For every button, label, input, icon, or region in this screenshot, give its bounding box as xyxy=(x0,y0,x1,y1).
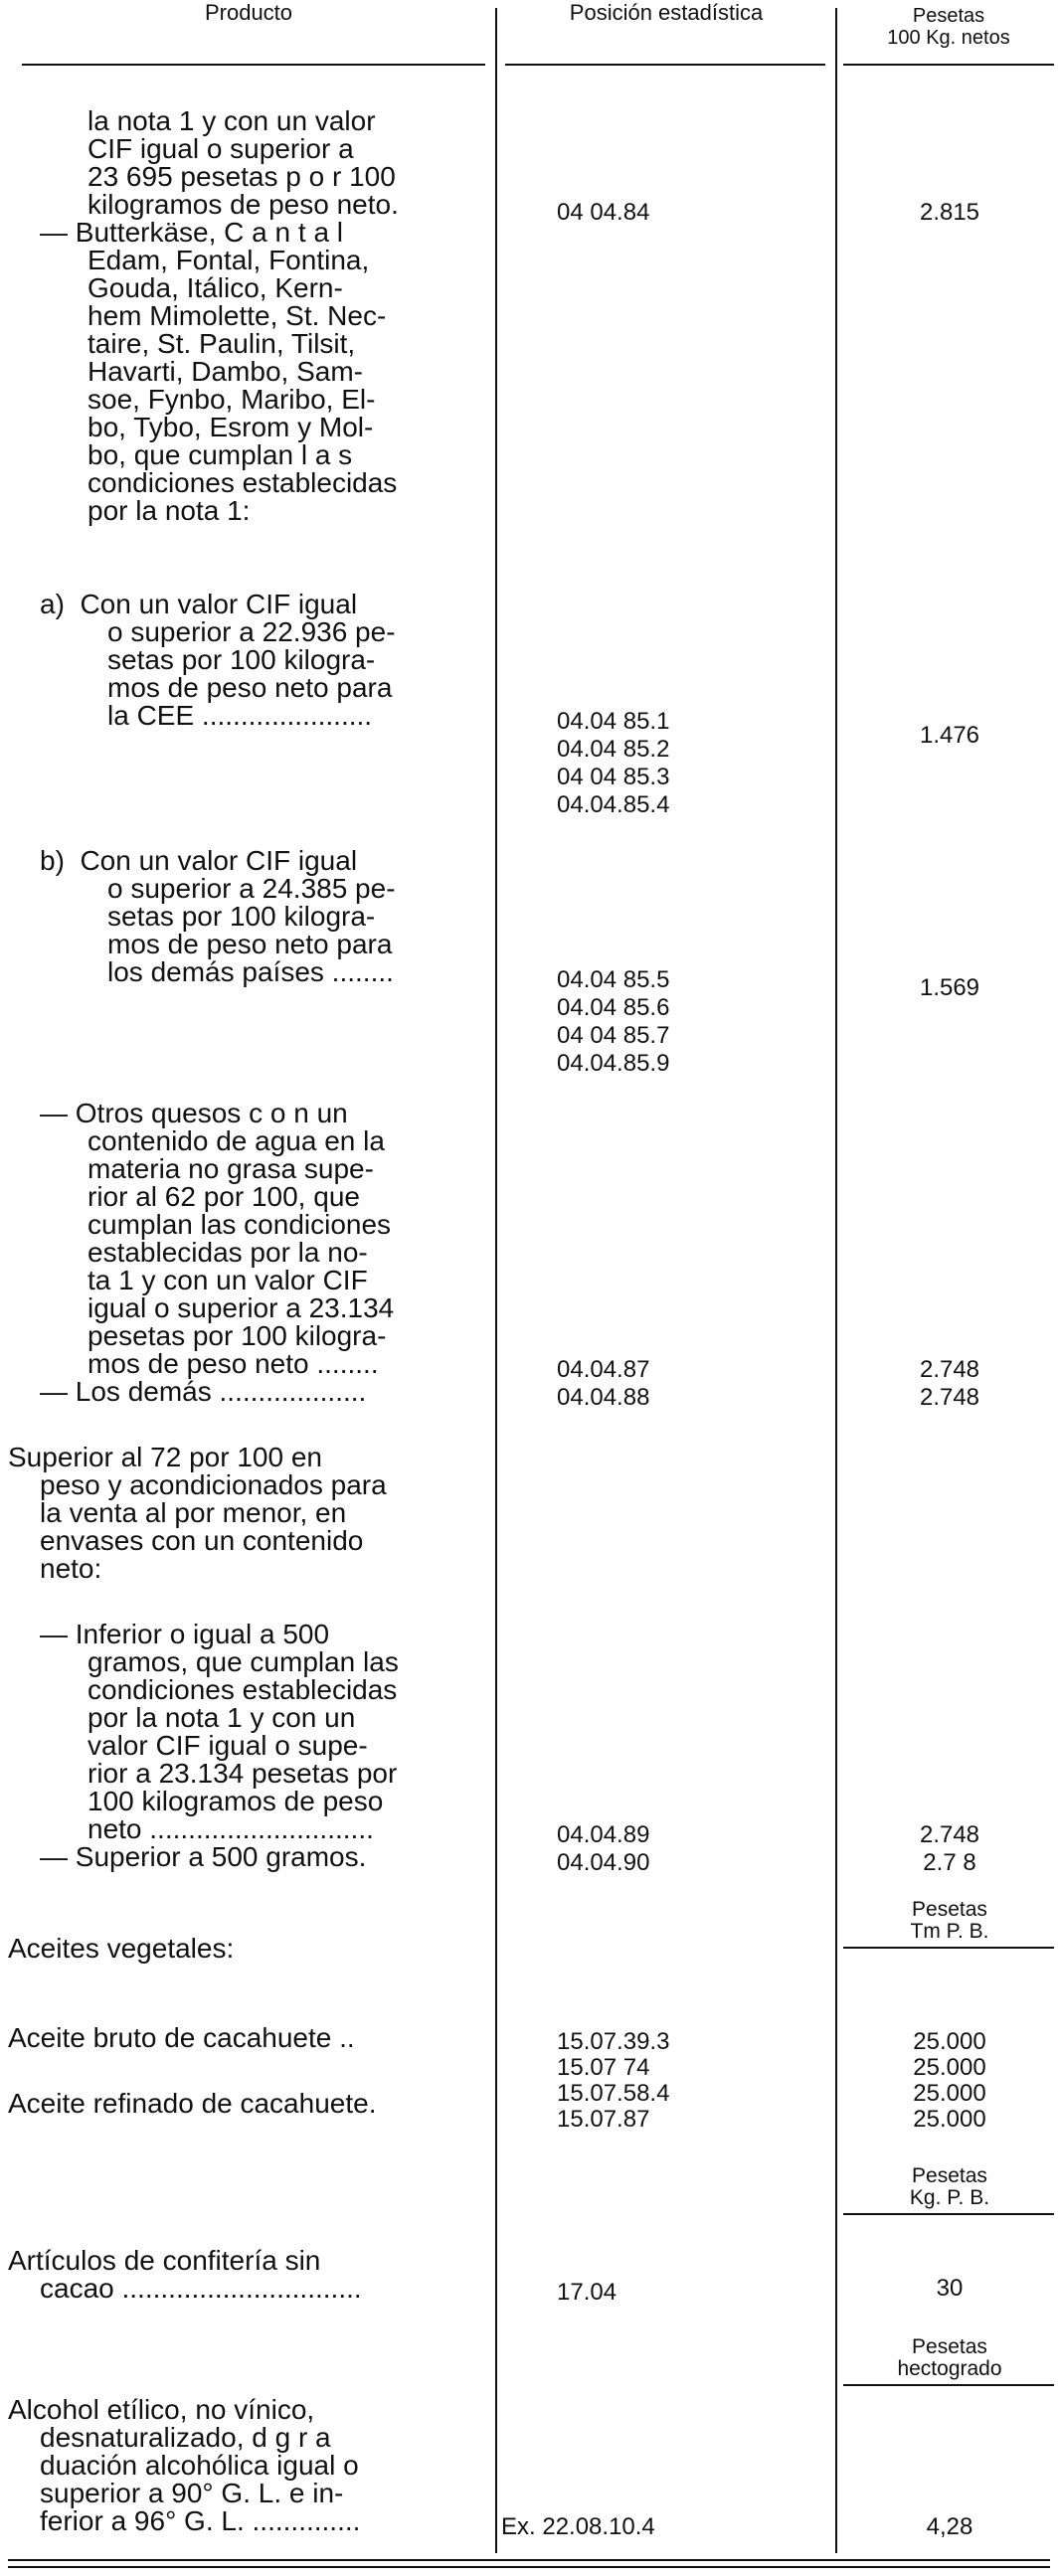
text-line: por la nota 1: xyxy=(88,495,251,526)
statistical-position: 04.04.85.9 xyxy=(557,1050,670,1077)
text-line: — Butterkäse, C a n t a l xyxy=(40,217,344,248)
footer-rule-1 xyxy=(8,2559,1050,2561)
statistical-position: 17.04 xyxy=(557,2279,617,2306)
unit-label-tm: Tm P. B. xyxy=(910,1920,989,1943)
text-line: ta 1 y con un valor CIF xyxy=(88,1265,368,1295)
text-line: taire, St. Paulin, Tilsit, xyxy=(88,328,356,359)
text-line: hem Mimolette, St. Nec- xyxy=(88,300,387,331)
price-value: 2.7 8 xyxy=(923,1849,976,1876)
text-line: bo, que cumplan l a s xyxy=(88,439,353,470)
header-rule-1 xyxy=(22,64,485,66)
unit-rule xyxy=(843,1947,1054,1949)
text-line: la nota 1 y con un valor xyxy=(88,105,376,136)
text-line: — Superior a 500 gramos. xyxy=(40,1841,367,1872)
text-line: b) Con un valor CIF igual xyxy=(40,845,358,876)
text-line: condiciones establecidas xyxy=(88,467,398,498)
statistical-position: 15.07 74 xyxy=(557,2054,650,2081)
text-line: — Los demás ................... xyxy=(40,1376,367,1407)
text-line: por la nota 1 y con un xyxy=(88,1702,356,1733)
text-line: Gouda, Itálico, Kern- xyxy=(88,272,343,303)
price-value: 2.748 xyxy=(919,1356,980,1383)
text-line: ferior a 96° G. L. .............. xyxy=(40,2505,361,2536)
text-line: envases con un contenido xyxy=(40,1525,364,1556)
price-value: 30 xyxy=(936,2275,964,2302)
text-line: — Inferior o igual a 500 xyxy=(40,1619,330,1649)
text-line: gramos, que cumplan las xyxy=(88,1646,399,1677)
text-line: los demás países ........ xyxy=(107,956,394,987)
text-line: Alcohol etílico, no vínico, xyxy=(8,2394,315,2425)
statistical-position: 04 04 85.3 xyxy=(557,764,670,790)
text-line: contenido de agua en la xyxy=(88,1125,385,1156)
text-line: mos de peso neto para xyxy=(107,929,393,959)
text-line: mos de peso neto ........ xyxy=(88,1348,379,1379)
text-line: neto: xyxy=(40,1553,102,1584)
text-line: o superior a 22.936 pe- xyxy=(107,616,396,647)
text-line: setas por 100 kilogra- xyxy=(107,901,376,932)
text-line: materia no grasa supe- xyxy=(88,1153,374,1184)
text-line: mos de peso neto para xyxy=(107,672,393,703)
text-line: la CEE ...................... xyxy=(107,700,373,731)
unit-label-tm: Pesetas xyxy=(912,1898,987,1921)
unit-label-hectogrado: Pesetas xyxy=(912,2335,987,2358)
price-value: 4,28 xyxy=(926,2513,973,2540)
text-line: bo, Tybo, Esrom y Mol- xyxy=(88,412,374,442)
statistical-position: 04.04.90 xyxy=(557,1849,650,1876)
column-divider-1 xyxy=(495,8,497,2553)
text-line: igual o superior a 23.134 xyxy=(88,1292,395,1323)
statistical-position: 04.04.85.4 xyxy=(557,791,670,818)
statistical-position: 04.04.87 xyxy=(557,1356,650,1383)
statistical-position: 04 04.84 xyxy=(557,199,650,226)
price-value: 2.748 xyxy=(919,1821,980,1848)
header-posicion: Posición estadística xyxy=(569,0,764,25)
text-line: Havarti, Dambo, Sam- xyxy=(88,356,363,387)
column-divider-2 xyxy=(835,8,837,2553)
text-line: valor CIF igual o supe- xyxy=(88,1730,368,1761)
price-value: 25.000 xyxy=(913,2106,986,2133)
text-line: Aceite refinado de cacahuete. xyxy=(8,2088,377,2119)
text-line: CIF igual o superior a xyxy=(88,133,354,164)
price-value: 1.569 xyxy=(919,974,980,1001)
statistical-position: 04.04.89 xyxy=(557,1821,650,1848)
text-line: Edam, Fontal, Fontina, xyxy=(88,245,370,275)
text-line: Superior al 72 por 100 en xyxy=(8,1442,322,1472)
header-producto: Producto xyxy=(204,0,293,25)
text-line: desnaturalizado, d g r a xyxy=(40,2422,331,2453)
statistical-position: 04.04 85.1 xyxy=(557,708,670,735)
text-line: a) Con un valor CIF igual xyxy=(40,589,358,619)
text-line: la venta al por menor, en xyxy=(40,1497,347,1528)
text-line: Aceite bruto de cacahuete .. xyxy=(8,2022,355,2053)
statistical-position: 04.04 85.5 xyxy=(557,966,670,993)
unit-label-kg: Kg. P. B. xyxy=(909,2186,990,2209)
unit-label-kg: Pesetas xyxy=(912,2164,987,2187)
price-value: 25.000 xyxy=(913,2028,986,2055)
unit-label-hectogrado: hectogrado xyxy=(897,2357,1002,2380)
header-unit: 100 Kg. netos xyxy=(887,27,1010,49)
price-value: 25.000 xyxy=(913,2054,986,2081)
text-line: 100 kilogramos de peso xyxy=(88,1786,384,1816)
text-line: 23 695 pesetas p o r 100 xyxy=(88,161,396,192)
statistical-position: 15.07.39.3 xyxy=(557,2028,670,2055)
header-rule-3 xyxy=(843,64,1054,66)
statistical-position: 04 04 85.7 xyxy=(557,1022,670,1049)
text-line: peso y acondicionados para xyxy=(40,1469,387,1500)
price-value: 2.815 xyxy=(919,199,980,226)
text-line: soe, Fynbo, Maribo, El- xyxy=(88,384,376,415)
text-line: Aceites vegetales: xyxy=(8,1933,235,1964)
price-value: 1.476 xyxy=(919,722,980,749)
text-line: cumplan las condiciones xyxy=(88,1209,392,1240)
price-value: 25.000 xyxy=(913,2080,986,2107)
text-line: — Otros quesos c o n un xyxy=(40,1098,348,1128)
unit-rule xyxy=(843,2213,1054,2215)
text-line: cacao ............................... xyxy=(40,2273,362,2304)
text-line: rior a 23.134 pesetas por xyxy=(88,1758,398,1789)
text-line: superior a 90° G. L. e in- xyxy=(40,2478,344,2508)
statistical-position: 04.04 85.6 xyxy=(557,994,670,1021)
text-line: rior al 62 por 100, que xyxy=(88,1181,360,1212)
text-line: duación alcohólica igual o xyxy=(40,2450,359,2481)
text-line: neto ............................. xyxy=(88,1813,374,1844)
statistical-position: 04.04 85.2 xyxy=(557,736,670,763)
text-line: pesetas por 100 kilogra- xyxy=(88,1320,387,1351)
statistical-position: 04.04.88 xyxy=(557,1384,650,1411)
header-rule-2 xyxy=(505,64,825,66)
text-line: setas por 100 kilogra- xyxy=(107,644,376,675)
footer-rule-2 xyxy=(8,2566,1050,2568)
text-line: condiciones establecidas xyxy=(88,1674,398,1705)
text-line: o superior a 24.385 pe- xyxy=(107,873,396,904)
text-line: Artículos de confitería sin xyxy=(8,2245,321,2276)
header-pesetas: Pesetas xyxy=(912,5,985,27)
unit-rule xyxy=(843,2384,1054,2386)
text-line: establecidas por la no- xyxy=(88,1237,368,1268)
statistical-position: Ex. 22.08.10.4 xyxy=(501,2513,655,2540)
text-line: kilogramos de peso neto. xyxy=(88,189,399,220)
statistical-position: 15.07.87 xyxy=(557,2106,650,2133)
statistical-position: 15.07.58.4 xyxy=(557,2080,670,2107)
price-value: 2.748 xyxy=(919,1384,980,1411)
